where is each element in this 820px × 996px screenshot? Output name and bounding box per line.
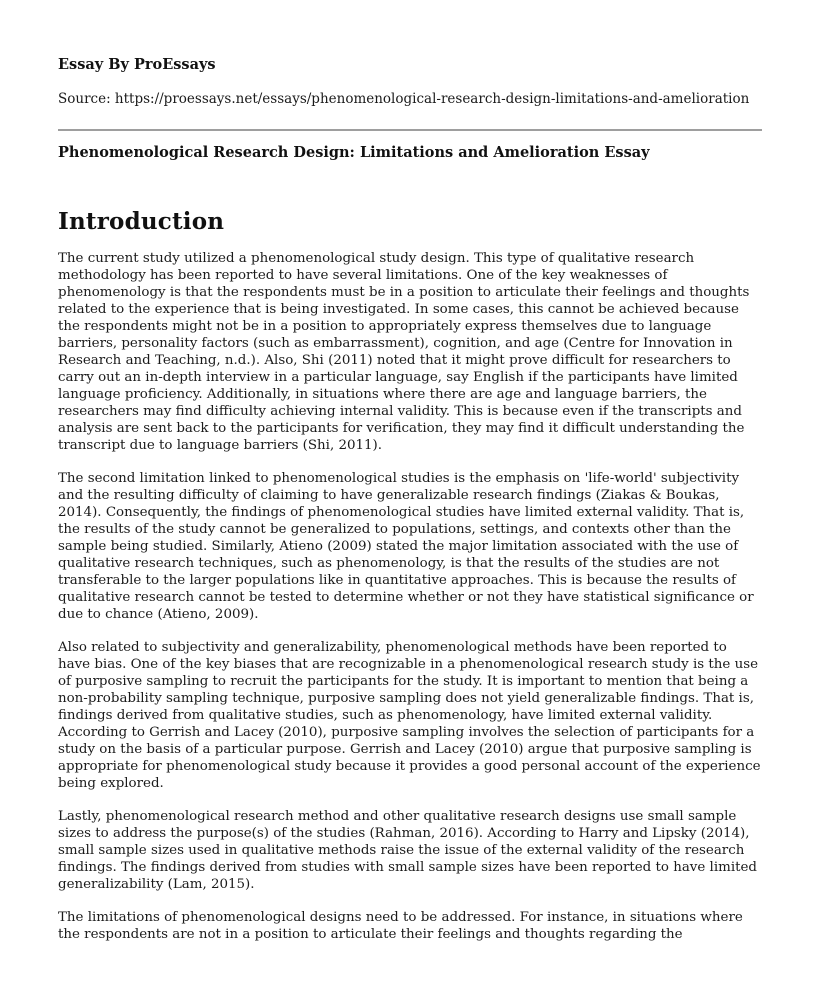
paragraph: The second limitation linked to phenomenological studies is the emphasis on 'life-world' subjectivity and the resulting difficulty of claiming to have generalizable research findings (Ziakas & Boukas, 2014). Consequently, the findings of phenomenological studies have limited external validity. That is, the results of the study cannot be generalized to populations, settings, and contexts other than the sample being studied. Similarly, Atieno (2009) stated the major limitation associated with the use of qualitative research techniques, such as phenomenology, is that the results of the studies are not transferable to the larger populations like in quantitative approaches. This is because the results of qualitative research cannot be tested to determine whether or not they have statistical significance or due to chance (Atieno, 2009). xyxy=(58,471,754,622)
document-header xyxy=(58,56,762,162)
paragraph: The limitations of phenomenological designs need to be addressed. For instance, in situations where the respondents are not in a position to articulate their feelings and thoughts regarding the xyxy=(58,910,743,942)
paragraph: Lastly, phenomenological research method and other qualitative research designs use small sample sizes to address the purpose(s) of the studies (Rahman, 2016). According to Harry and Lipsky (2014), small sample sizes used in qualitative methods raise the issue of the external validity of the research findings. The findings derived from studies with small sample sizes have been reported to have limited generalizability (Lam, 2015). xyxy=(58,809,757,892)
section-heading-introduction: Introduction xyxy=(58,208,225,235)
divider-line xyxy=(58,129,762,131)
byline: Essay By ProEssays xyxy=(58,56,216,73)
document-title: Phenomenological Research Design: Limitations and Amelioration Essay xyxy=(58,144,650,161)
paragraph: The current study utilized a phenomenological study design. This type of qualitative research methodology has been reported to have several limitations. One of the key weaknesses of phenomenology is that the respondents must be in a position to articulate their feelings and thoughts related to the experience that is being investigated. In some cases, this cannot be achieved because the respondents might not be in a position to appropriately express themselves due to language barriers, personality factors (such as embarrassment), cognition, and age (Centre for Innovation in Research and Teaching, n.d.). Also, Shi (2011) noted that it might prove difficult for researchers to carry out an in-depth interview in a particular language, say English if the participants have limited language proficiency. Additionally, in situations where there are age and language barriers, the researchers may find difficulty achieving internal validity. This is because even if the transcripts and analysis are sent back to the participants for verification, they may find it difficult understanding the transcript due to language barriers (Shi, 2011). xyxy=(58,251,750,453)
source-url-link[interactable]: https://proessays.net/essays/phenomenological-research-design-limitations-and-amelioration xyxy=(114,91,750,107)
paragraph: Also related to subjectivity and generalizability, phenomenological methods have been reported to have bias. One of the key biases that are recognizable in a phenomenological research study is the use of purposive sampling to recruit the participants for the study. It is important to mention that being a non-probability sampling technique, purposive sampling does not yield generalizable findings. That is, findings derived from qualitative studies, such as phenomenology, have limited external validity. According to Gerrish and Lacey (2010), purposive sampling involves the selection of participants for a study on the basis of a particular purpose. Gerrish and Lacey (2010) argue that purposive sampling is appropriate for phenomenological study because it provides a good personal account of the experience being explored. xyxy=(58,640,761,791)
source-label: Source: xyxy=(58,91,111,107)
essay-body xyxy=(58,208,762,943)
source-line xyxy=(58,91,762,108)
